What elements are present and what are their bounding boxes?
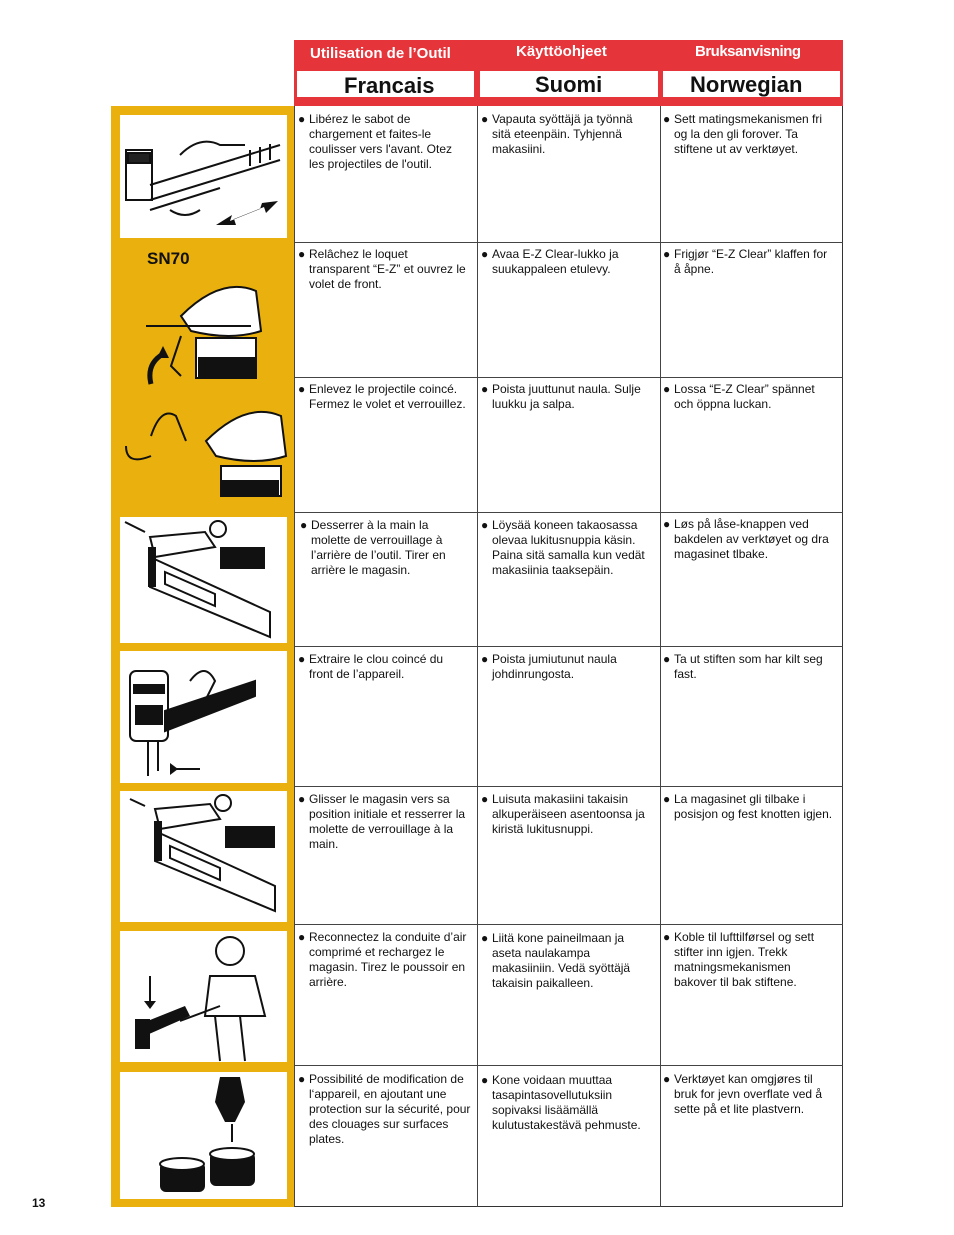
header-finnish-language: Suomi [535, 72, 603, 97]
instruction-no-7: ● Koble til lufttilførsel og sett stifter inn igjen. Trekk matningsmekanismen bakover til bak stiftene. [663, 930, 815, 989]
instruction-fi-8: ● Kone voidaan muuttaa tasapintasovellutuksiin sopivaksi lisäämällä kulutustakestävä pehmuste. [481, 1073, 641, 1132]
row-divider [294, 924, 843, 925]
instruction-no-2: ● Frigjør “E-Z Clear” klaffen for å åpne. [663, 247, 828, 276]
column-divider [660, 106, 661, 1207]
illustration-ez-clear [111, 266, 295, 506]
illustration-loosen-knob [120, 517, 287, 643]
instruction-fi-7: ● Liitä kone paineilmaan ja aseta naulakampa makasiiniin. Vedä syöttäjä takaisin paikalleen. [481, 931, 631, 990]
illustration-panel [111, 106, 295, 1207]
illustration-feeder-release [120, 115, 287, 238]
instruction-fi-4: ● Löysää koneen takaosassa olevaa lukitusnuppia käsin. Paina sitä samalla kun vedät makasiinia taaksepäin. [481, 518, 645, 577]
instruction-fi-6: ● Luisuta makasiini takaisin alkuperäiseen asentoonsa ja kiristä lukitusnuppi. [481, 792, 645, 836]
instruction-no-5: ● Ta ut stiften som har kilt seg fast. [663, 652, 823, 681]
instruction-fr-2: ● Relâchez le loquet transparent “E-Z” et ouvrez le volet de front. [298, 247, 466, 291]
column-divider [294, 106, 295, 1207]
instruction-fi-3: ● Poista juuttunut naula. Sulje luukku ja salpa. [481, 382, 641, 411]
row-divider [294, 646, 843, 647]
instruction-no-3: ● Lossa “E-Z Clear” spännet och öppna luckan. [663, 382, 815, 411]
header-norwegian-subtitle: Bruksanvisning [695, 43, 801, 60]
instruction-fi-2: ● Avaa E-Z Clear-lukko ja suukappaleen etulevy. [481, 247, 619, 276]
instruction-fr-5: ● Extraire le clou coincé du front de l’appareil. [298, 652, 444, 681]
column-header-band [294, 40, 843, 106]
header-finnish-subtitle: Käyttöohjeet [516, 43, 607, 60]
row-divider [294, 377, 843, 378]
instruction-no-4: ● Løs på låse-knappen ved bakdelen av verktøyet og dra magasinet tlbake. [663, 517, 829, 561]
instruction-fr-8: ● Possibilité de modification de l‘appareil, en ajoutant une protection sur la sécurité, pour des clouages sur surfaces plates. [298, 1072, 471, 1146]
row-divider [294, 512, 843, 513]
illustration-no-mar-pad [120, 1072, 287, 1199]
illustration-remove-nail [120, 651, 287, 783]
illustration-tighten-knob [120, 791, 287, 922]
row-divider [294, 1065, 843, 1066]
instruction-fr-7: ● Reconnectez la conduite d’air comprimé et rechargez le magasin. Tirez le poussoir en arrière. [298, 930, 467, 989]
instruction-no-6: ● La magasinet gli tilbake i posisjon og fest knotten igjen. [663, 792, 833, 821]
row-divider [294, 786, 843, 787]
row-divider [294, 242, 843, 243]
instruction-no-8: ● Verktøyet kan omgjøres til bruk for jevn overflate ved å sette på et lite plastvern. [663, 1072, 823, 1116]
model-label: SN70 [147, 249, 190, 268]
instruction-fr-6: ● Glisser le magasin vers sa position initiale et resserrer la molette de verrouillage à la main. [298, 792, 466, 851]
instruction-fi-5: ● Poista jumiutunut naula johdinrungosta. [481, 652, 617, 681]
page-number: 13 [32, 1196, 46, 1210]
column-divider [477, 106, 478, 1207]
instruction-fr-1: ● Libérez le sabot de chargement et faites-le coulisser vers l'avant. Otez les projectiles de l'outil. [298, 112, 453, 171]
header-norwegian-language: Norwegian [690, 72, 803, 97]
header-french-subtitle: Utilisation de l’Outil [310, 45, 451, 62]
instruction-fr-3: ● Enlevez le projectile coincé. Fermez le volet et verrouillez. [298, 382, 466, 411]
instruction-no-1: ● Sett matingsmekanismen fri og la den gli forover. Ta stiftene ut av verktøyet. [663, 112, 823, 156]
instruction-fr-4: ● Desserrer à la main la molette de verrouillage à l’arrière de l’outil. Tirer en arrière le magasin. [300, 518, 446, 577]
instruction-fi-1: ● Vapauta syöttäjä ja työnnä sitä eteenpäin. Tyhjennä makasiini. [481, 112, 633, 156]
illustration-reconnect-air [120, 931, 287, 1062]
header-french-language: Francais [344, 73, 435, 98]
